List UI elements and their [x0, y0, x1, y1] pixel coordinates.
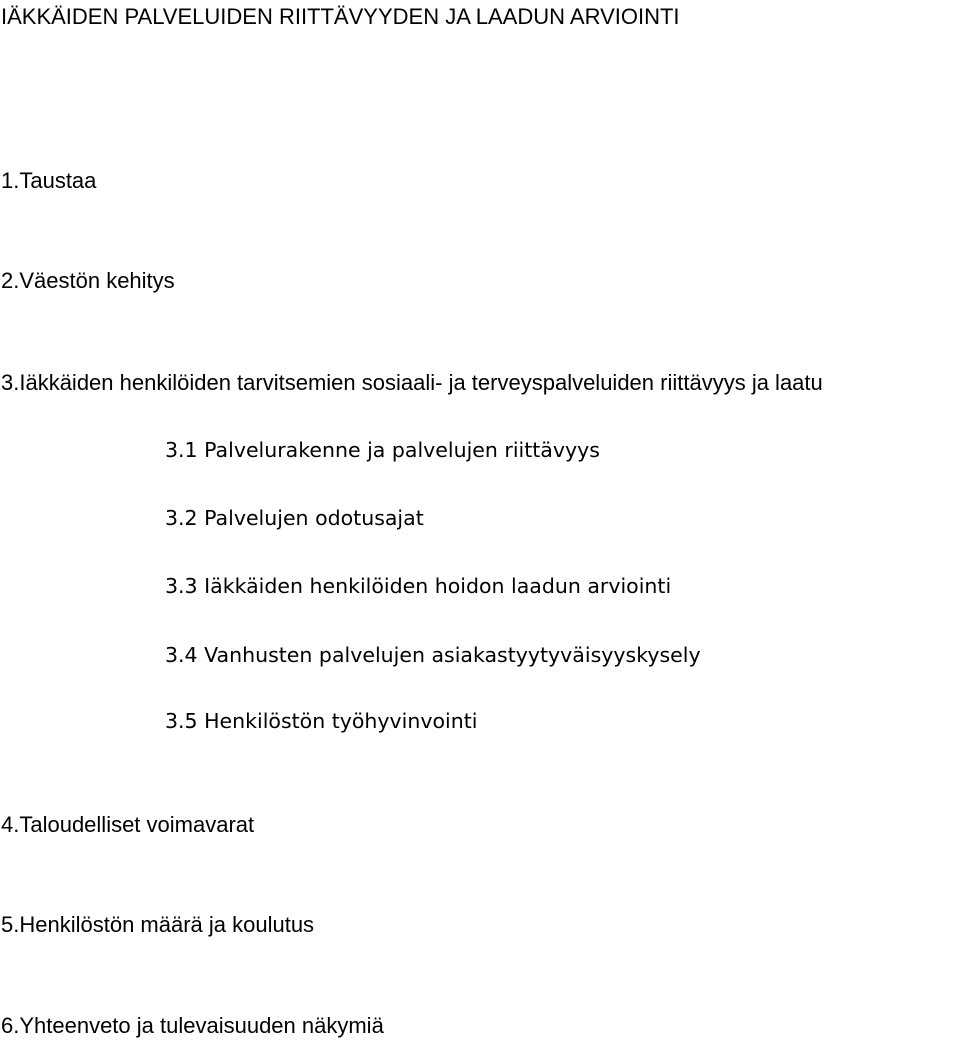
toc-item-5: 5.Henkilöstön määrä ja koulutus	[1, 912, 315, 937]
toc-item-6: 6.Yhteenveto ja tulevaisuuden näkymiä	[1, 1013, 384, 1038]
toc-item-2: 2.Väestön kehitys	[1, 268, 175, 293]
toc-subitem-3-3: 3.3 Iäkkäiden henkilöiden hoidon laadun arviointi	[165, 574, 672, 598]
toc-item-3: 3.Iäkkäiden henkilöiden tarvitsemien sosiaali- ja terveyspalveluiden riittävyys ja laatu	[1, 370, 823, 395]
toc-subitem-3-4: 3.4 Vanhusten palvelujen asiakastyytyväisyyskysely	[165, 643, 701, 667]
toc-subitem-3-1: 3.1 Palvelurakenne ja palvelujen riittävyys	[165, 438, 600, 462]
document-title: IÄKKÄIDEN PALVELUIDEN RIITTÄVYYDEN JA LAADUN ARVIOINTI	[1, 4, 680, 29]
toc-subitem-3-5: 3.5 Henkilöstön työhyvinvointi	[165, 709, 478, 733]
toc-item-1: 1.Taustaa	[1, 168, 97, 193]
toc-item-4: 4.Taloudelliset voimavarat	[1, 812, 255, 837]
toc-subitem-3-2: 3.2 Palvelujen odotusajat	[165, 506, 424, 530]
